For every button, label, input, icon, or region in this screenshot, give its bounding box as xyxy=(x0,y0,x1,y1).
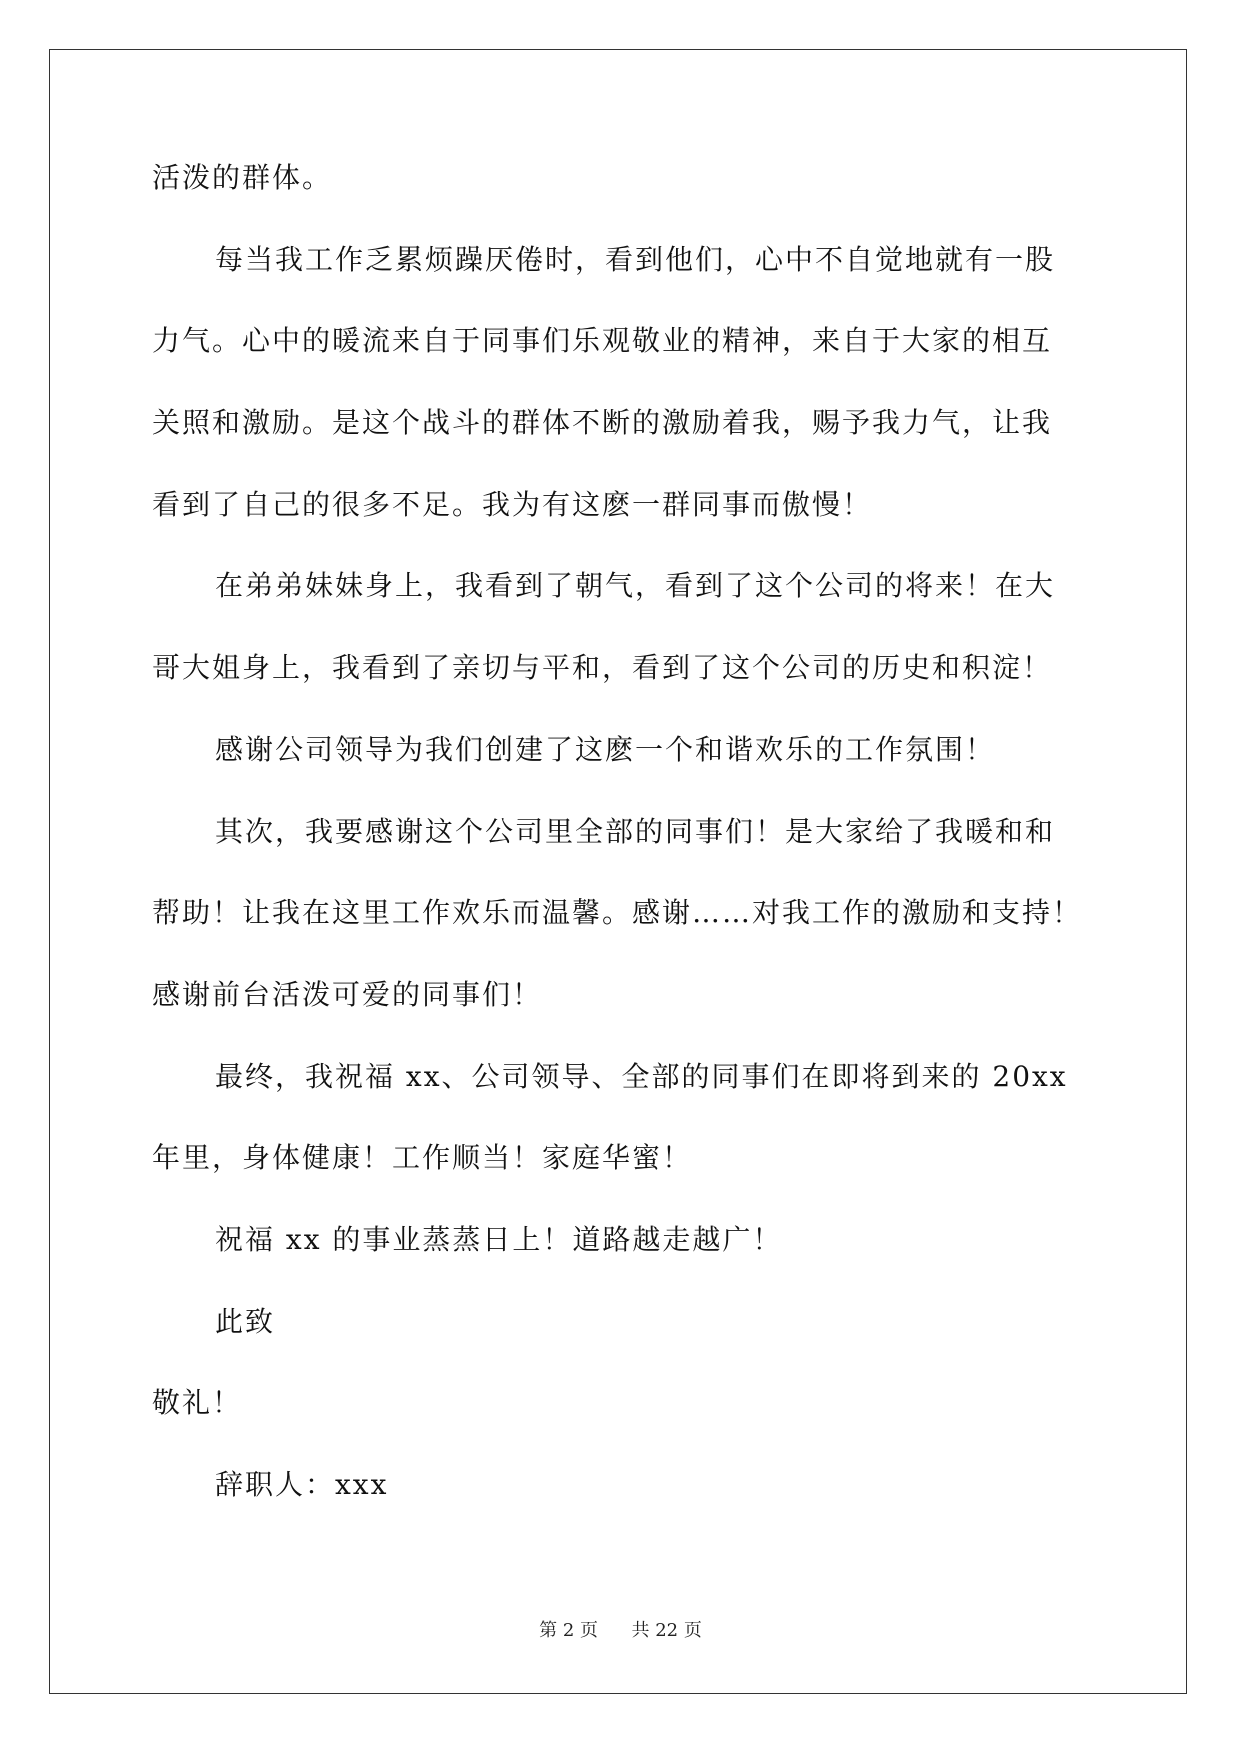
page-footer xyxy=(0,1616,1241,1642)
text-line-1: 活泼的群体。 xyxy=(152,161,333,194)
page-total: 共 22 页 xyxy=(631,1620,702,1641)
closing-regards: 敬礼！ xyxy=(152,1386,243,1420)
text-line-5: 看到了自己的很多不足。我为有这麽一群同事而傲慢！ xyxy=(152,487,873,521)
text-line-13: 年里，身体健康！工作顺当！家庭华蜜！ xyxy=(152,1141,693,1175)
text-line-3: 力气。心中的暖流来自于同事们乐观敬业的精神，来自于大家的相互 xyxy=(152,324,1053,358)
text-line-6: 在弟弟妹妹身上，我看到了朝气，看到了这个公司的将来！在大 xyxy=(215,569,1056,603)
text-line-4: 关照和激励。是这个战斗的群体不断的激励着我，赐予我力气，让我 xyxy=(152,406,1053,440)
text-line-2: 每当我工作乏累烦躁厌倦时，看到他们，心中不自觉地就有一股 xyxy=(215,242,1056,276)
text-line-10: 帮助！让我在这里工作欢乐而温馨。感谢……对我工作的激励和支持！ xyxy=(152,896,1083,930)
page-number: 第 2 页 xyxy=(539,1620,599,1641)
text-line-9: 其次，我要感谢这个公司里全部的同事们！是大家给了我暖和和 xyxy=(215,814,1056,848)
closing-salutation: 此致 xyxy=(215,1304,276,1338)
signature-line: 辞职人：xxx xyxy=(215,1468,389,1501)
text-line-11: 感谢前台活泼可爱的同事们！ xyxy=(152,977,543,1011)
text-line-14: 祝福 xx 的事业蒸蒸日上！道路越走越广！ xyxy=(215,1222,783,1256)
text-line-7: 哥大姐身上，我看到了亲切与平和，看到了这个公司的历史和积淀！ xyxy=(152,651,1053,685)
text-line-8: 感谢公司领导为我们创建了这麽一个和谐欢乐的工作氛围！ xyxy=(215,732,996,766)
document-body xyxy=(152,158,1102,1547)
text-line-12: 最终，我祝福 xx、公司领导、全部的同事们在即将到来的 20xx xyxy=(215,1059,1068,1093)
